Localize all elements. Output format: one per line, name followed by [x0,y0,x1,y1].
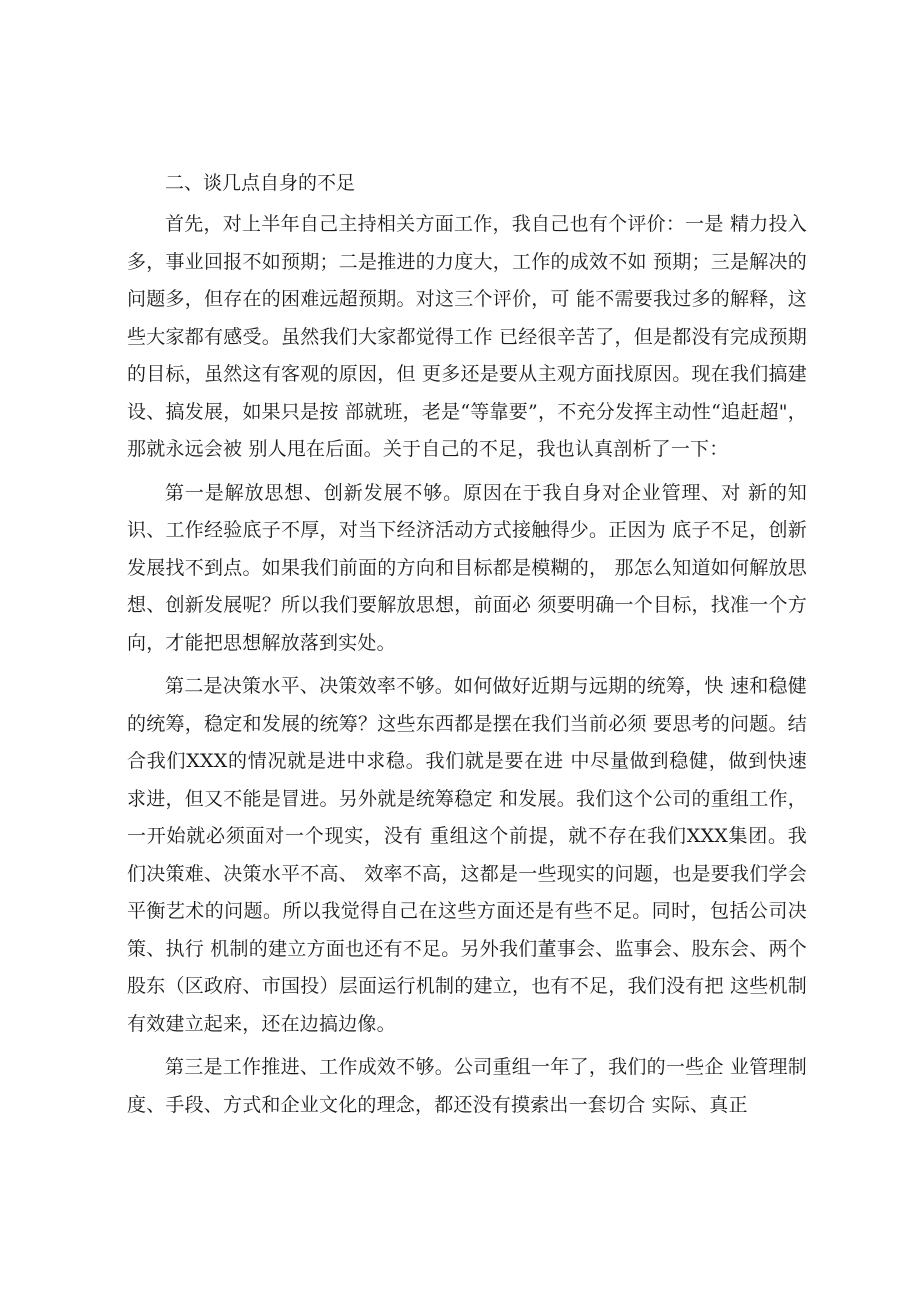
paragraph-point-3: 第三是工作推进、工作成效不够。公司重组一年了，我们的一些企 业管理制度、手段、方式和企业文化的理念，都还没有摸索出一套切合 实际、真正 [127,1056,807,1116]
paragraph-point-1: 第一是解放思想、创新发展不够。原因在于我自身对企业管理、对 新的知识、工作经验底子不厚，对当下经济活动方式接触得少。正因为 底子不足，创新发展找不到点。如果我们前面的方向和目标都是模糊的， 那怎么知道如何解放思想、创新发展呢？所以我们要解放思想，前面必 须要明确一个目标，找准一个方向，才能把思想解放落到实处。 [127,481,807,654]
paragraph-point-2: 第二是决策水平、决策效率不够。如何做好近期与远期的统筹，快 速和稳健的统筹，稳定和发展的统筹？这些东西都是摆在我们当前必须 要思考的问题。结合我们XXX的情况就是进中求稳。我们就是要在进 中尽量做到稳健，做到快速求进，但又不能是冒进。另外就是统筹稳定 和发展。我们这个公司的重组工作，一开始就必须面对一个现实，没有 重组这个前提，就不存在我们XXX集团。我们决策难、决策水平不高、 效率不高，这都是一些现实的问题，也是要我们学会平衡艺术的问题。所以我觉得自己在这些方面还是有些不足。同时，包括公司决策、执行 机制的建立方面也还有不足。另外我们董事会、监事会、股东会、两个 股东（区政府、市国投）层面运行机制的建立，也有不足，我们没有把 这些机制有效建立起来，还在边搞边像。 [127,675,807,1035]
document-body [127,165,807,1130]
section-heading: 二、谈几点自身的不足 [165,172,356,194]
paragraph-intro: 首先，对上半年自己主持相关方面工作，我自己也有个评价：一是 精力投入多，事业回报不如预期；二是推进的力度大，工作的成效不如 预期；三是解决的问题多，但存在的困难远超预期。对这三个评价，可 能不需要我过多的解释，这些大家都有感受。虽然我们大家都觉得工作 已经很辛苦了，但是都没有完成预期的目标，虽然这有客观的原因，但 更多还是要从主观方面找原因。现在我们搞建设、搞发展，如果只是按 部就班，老是“等靠要”，不充分发挥主动性“追赶超"，那就永远会被 别人甩在后面。关于自己的不足，我也认真剖析了一下： [127,213,807,460]
